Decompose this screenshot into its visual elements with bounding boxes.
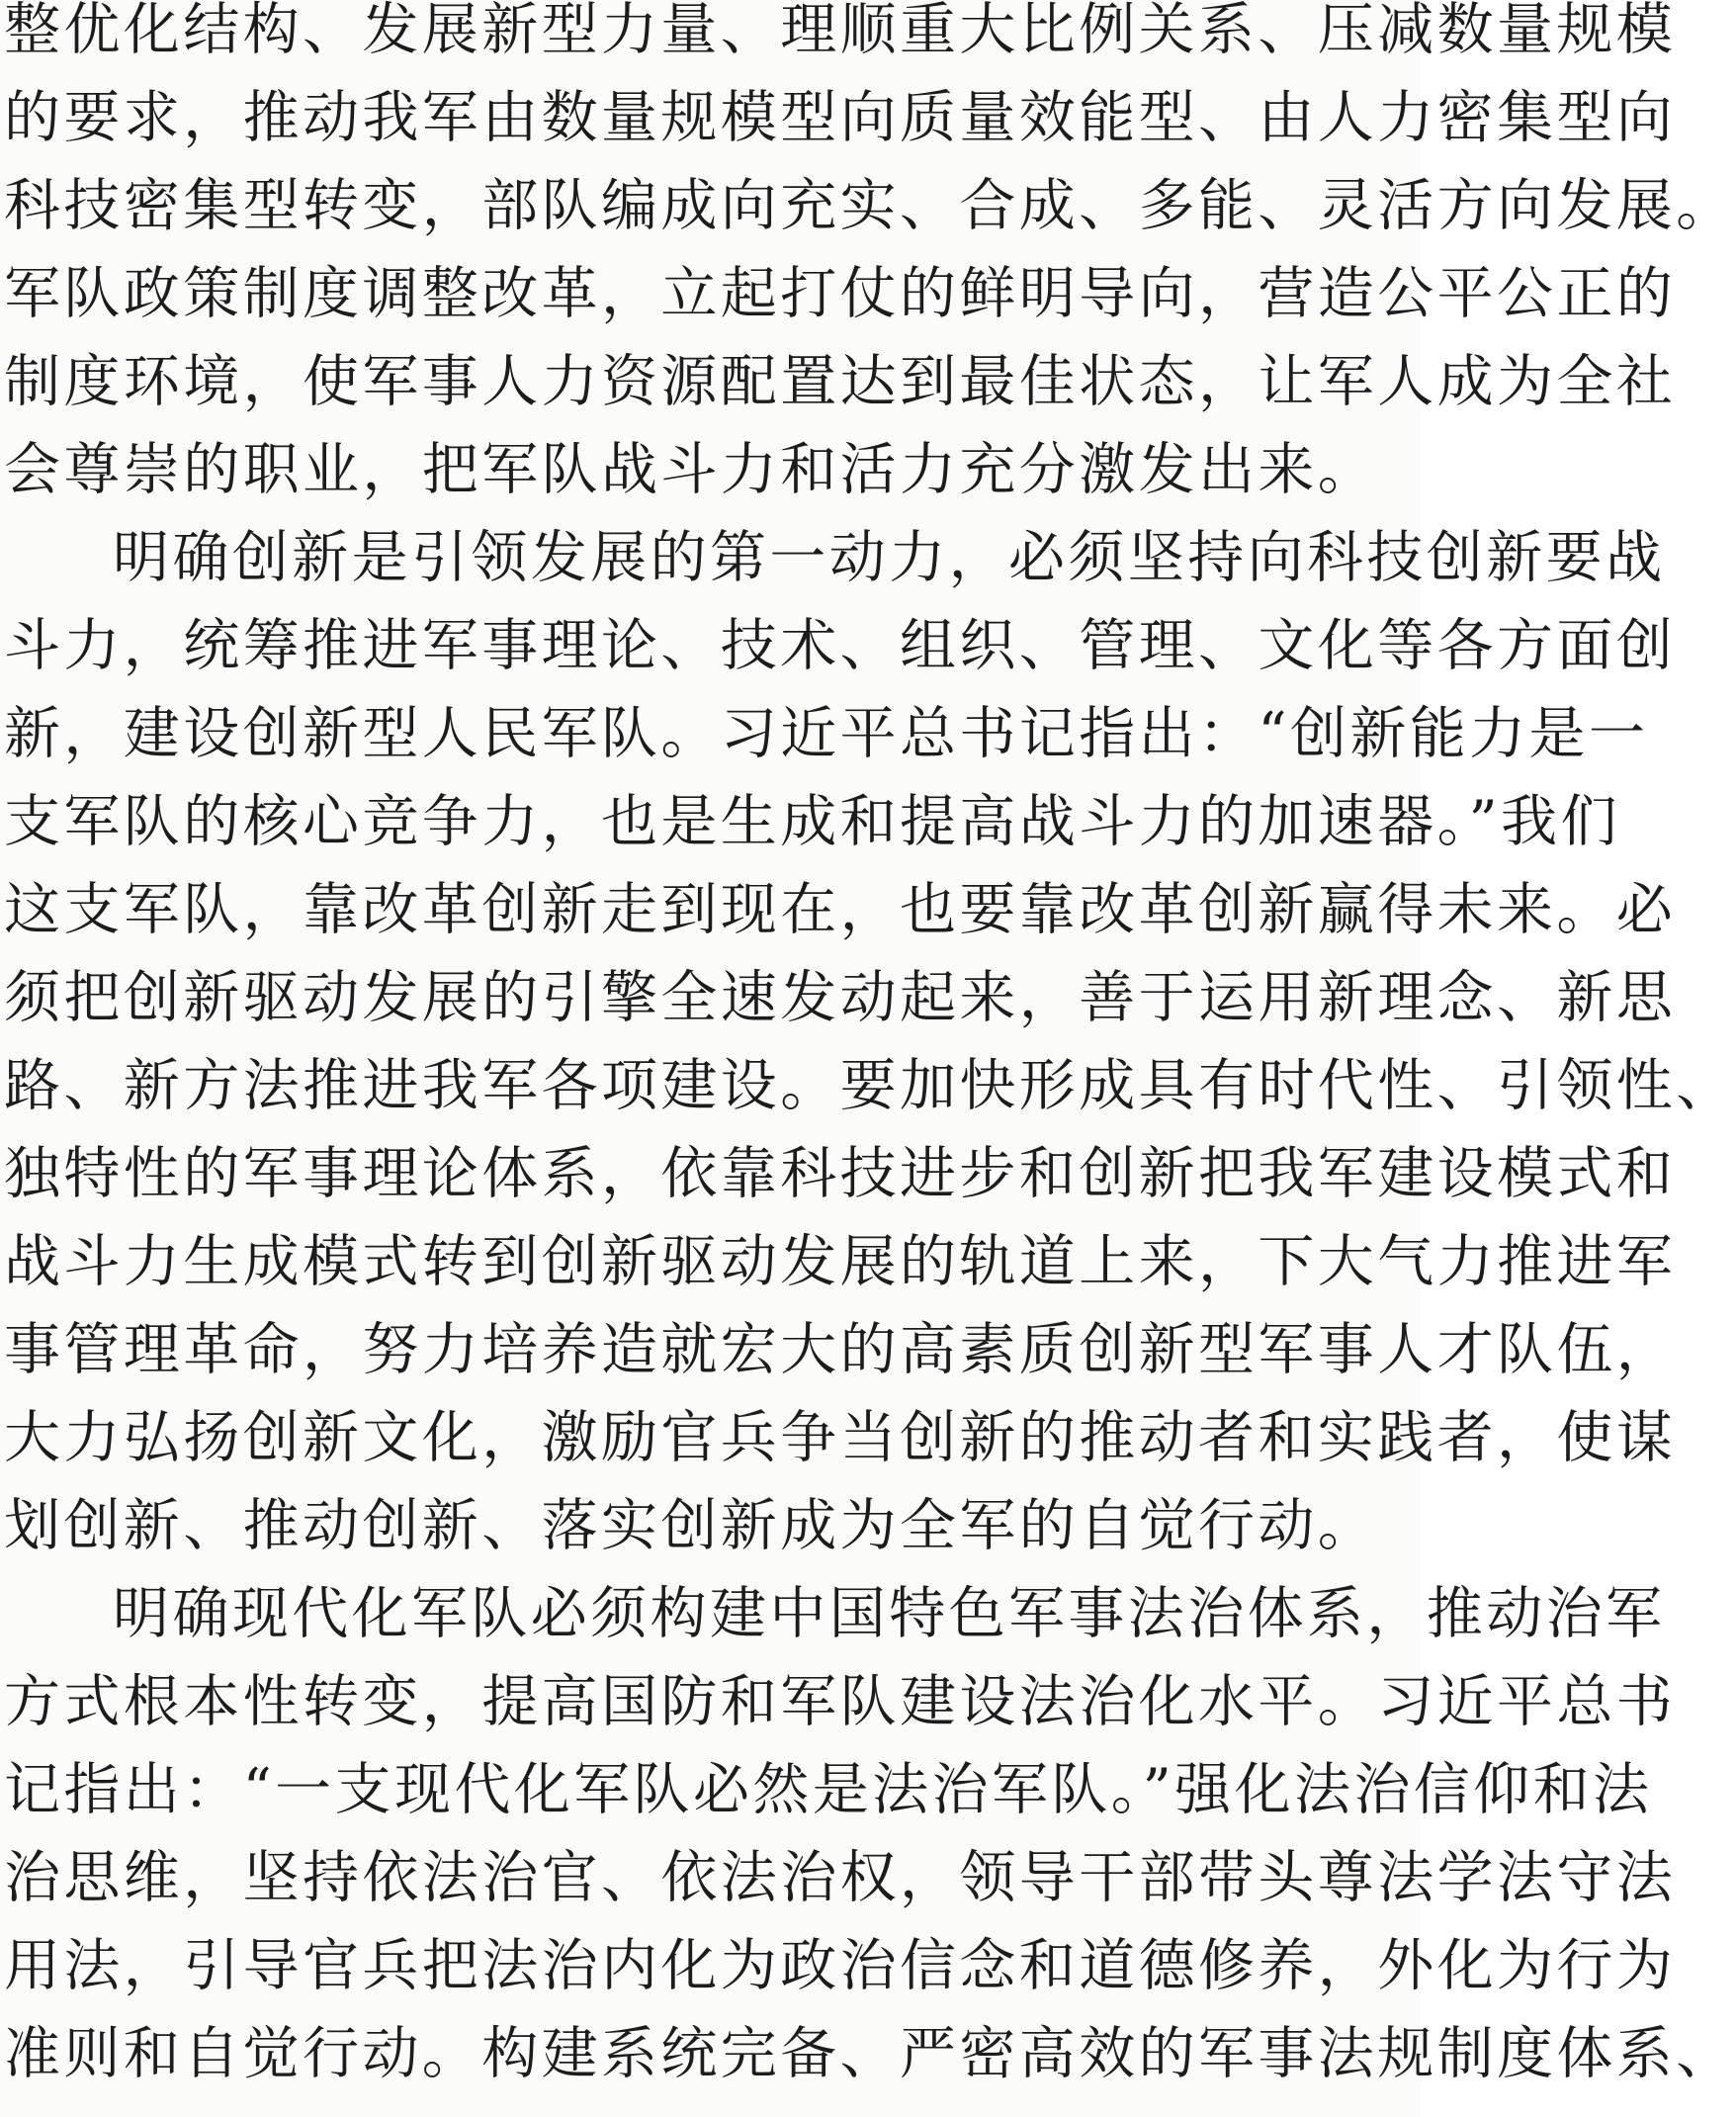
text-line: 新，建设创新型人民军队。习近平总书记指出：“创新能力是一	[4, 701, 1649, 766]
text-line: 的要求，推动我军由数量规模型向质量效能型、由人力密集型向	[4, 85, 1677, 150]
text-line: 军队政策制度调整改革，立起打仗的鲜明导向，营造公平公正的	[4, 261, 1677, 326]
text-line: 方式根本性转变，提高国防和军队建设法治化水平。习近平总书	[4, 1669, 1677, 1734]
text-line: 事管理革命，努力培养造就宏大的高素质创新型军事人才队伍，	[4, 1317, 1677, 1382]
text-line: 斗力，统筹推进军事理论、技术、组织、管理、文化等各方面创	[4, 613, 1677, 678]
text-line: 路、新方法推进我军各项建设。要加快形成具有时代性、引领性、	[4, 1053, 1736, 1118]
text-line: 制度环境，使军事人力资源配置达到最佳状态，让军人成为全社	[4, 349, 1677, 414]
text-line: 治思维，坚持依法治官、依法治权，领导干部带头尊法学法守法	[4, 1845, 1677, 1910]
text-line: 独特性的军事理论体系，依靠科技进步和创新把我军建设模式和	[4, 1141, 1677, 1206]
text-line: 准则和自觉行动。构建系统完备、严密高效的军事法规制度体系、	[4, 2021, 1736, 2086]
text-line: 支军队的核心竞争力，也是生成和提高战斗力的加速器。”我们	[4, 789, 1620, 854]
text-line: 大力弘扬创新文化，激励官兵争当创新的推动者和实践者，使谋	[4, 1405, 1677, 1470]
text-line: 记指出：“一支现代化军队必然是法治军队。”强化法治信仰和法	[4, 1757, 1653, 1822]
text-line: 战斗力生成模式转到创新驱动发展的轨道上来，下大气力推进军	[4, 1229, 1677, 1294]
text-line: 划创新、推动创新、落实创新成为全军的自觉行动。	[4, 1493, 1378, 1558]
text-line: 会尊崇的职业，把军队战斗力和活力充分激发出来。	[4, 437, 1378, 502]
text-line: 用法，引导官兵把法治内化为政治信念和道德修养，外化为行为	[4, 1933, 1677, 1998]
text-line: 这支军队，靠改革创新走到现在，也要靠改革创新赢得未来。必	[4, 877, 1677, 942]
text-line: 整优化结构、发展新型力量、理顺重大比例关系、压减数量规模	[4, 0, 1677, 62]
paragraph-start-line: 明确创新是引领发展的第一动力，必须坚持向科技创新要战	[113, 525, 1666, 590]
text-line: 科技密集型转变，部队编成向充实、合成、多能、灵活方向发展。	[4, 173, 1736, 238]
body-text	[4, 0, 1736, 2098]
paragraph-start-line: 明确现代化军队必须构建中国特色军事法治体系，推动治军	[113, 1581, 1666, 1646]
text-line: 须把创新驱动发展的引擎全速发动起来，善于运用新理念、新思	[4, 965, 1677, 1030]
